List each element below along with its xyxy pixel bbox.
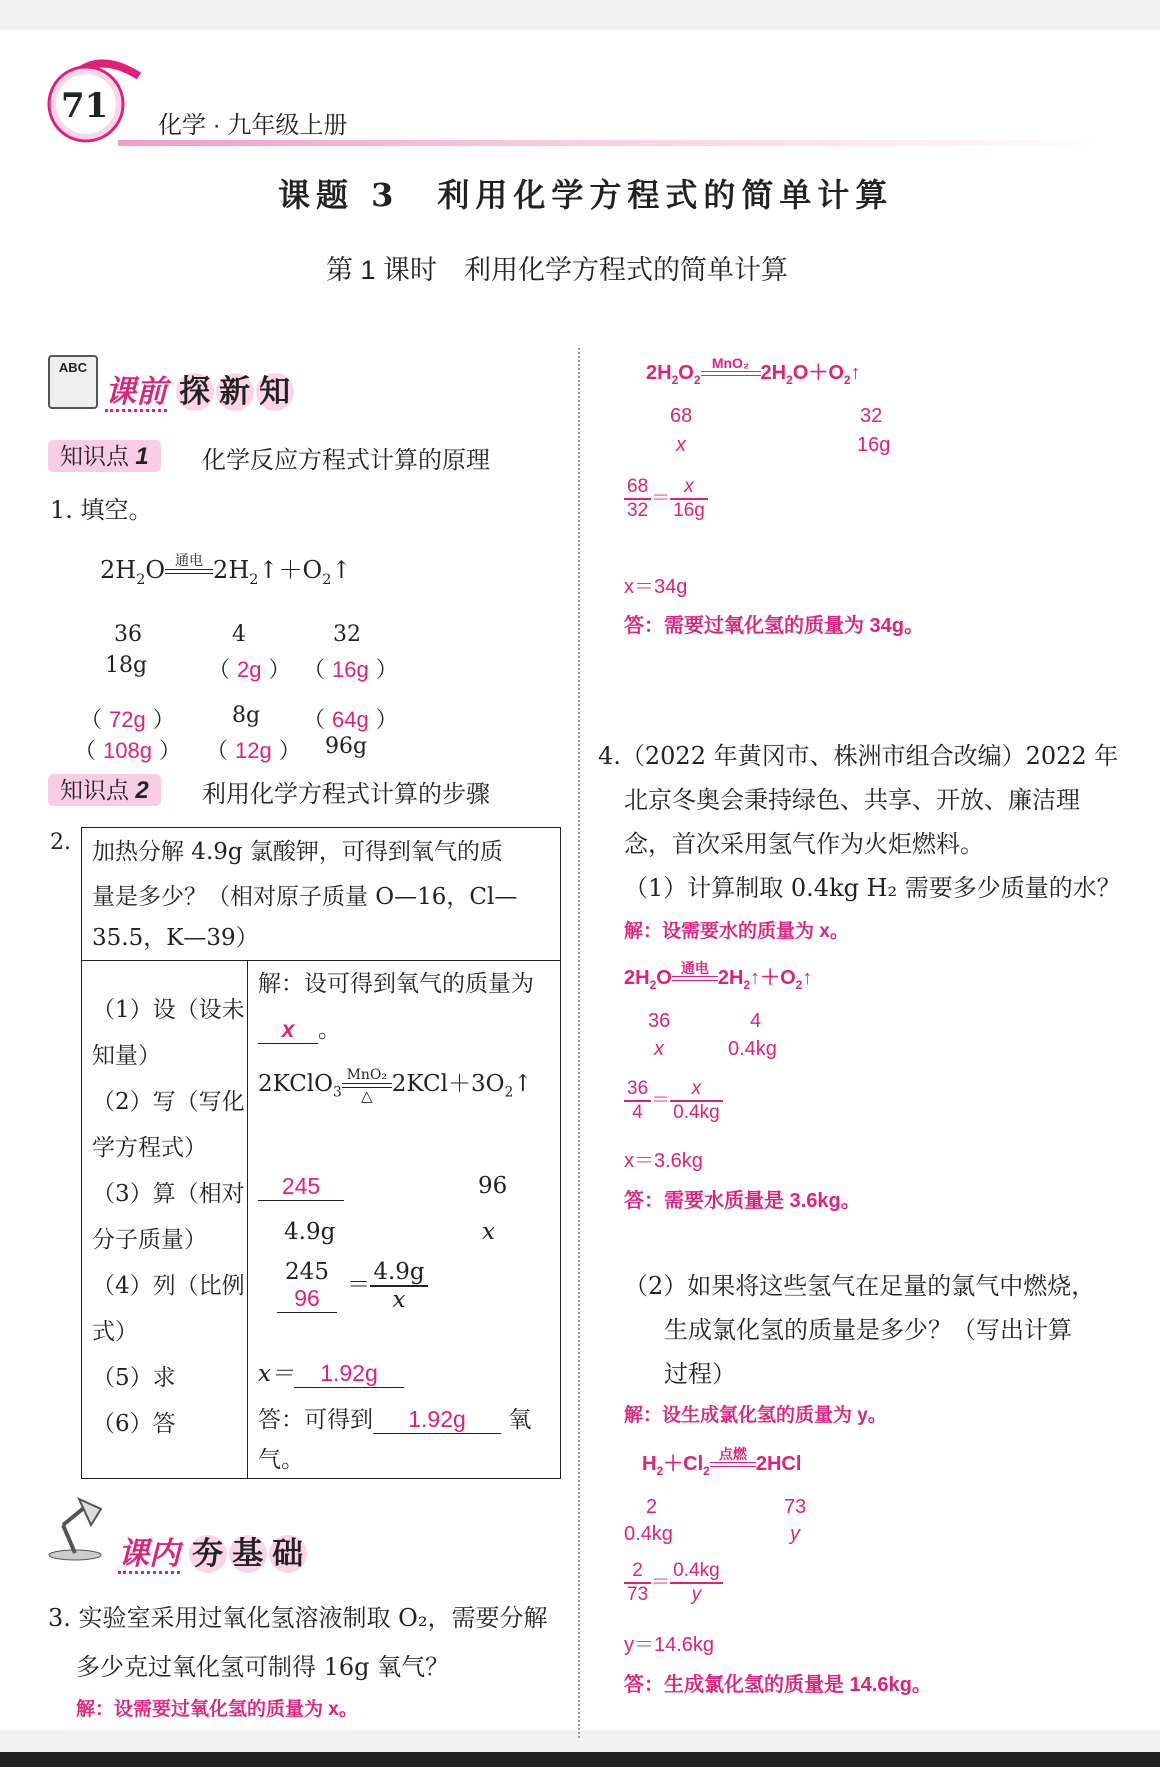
- kp2-num: 2: [135, 777, 149, 804]
- q4-eq2: $H_2+Cl_2$ 点燃 2HCl: [642, 1446, 802, 1478]
- q1-r2-c: （ 16g ）: [303, 657, 398, 683]
- q2-steps: （1）设（设未 知量） （2）写（写化 学方程式） （3）算（相对 分子质量） （4）列（比例 式） （5）求 （6）答: [82, 961, 248, 1479]
- page-number: 71: [61, 86, 109, 126]
- q3-result: x＝34g: [624, 576, 688, 598]
- q4-part2-a: （2）如果将这些氢气在足量的氯气中燃烧，: [624, 1272, 1096, 1300]
- q2-sol-x: x 。: [258, 1011, 341, 1044]
- q2-num: 2.: [50, 830, 71, 855]
- header-rule: [118, 140, 1118, 146]
- q1-r2-b: （ 2g ）: [208, 657, 291, 683]
- q4-w2: y: [790, 1523, 800, 1545]
- q4-v2: 0.4kg: [728, 1038, 777, 1060]
- q1-mass-o2: 32: [333, 622, 361, 647]
- q4-prop2: $\frac{2}{73}$ ＝ $\frac{0.4kg}{y}$: [624, 1560, 723, 1606]
- q4-v1: x: [654, 1038, 664, 1060]
- q2-solution: [248, 961, 561, 1479]
- section-pre-char1: 探: [176, 373, 214, 411]
- q1-r3-b: 8g: [232, 703, 261, 728]
- section-in-class: [118, 1528, 309, 1573]
- q3-line1: 3. 实验室采用过氧化氢溶液制取 O₂，需要分解: [48, 1604, 548, 1632]
- q1-arrow: 通电: [165, 553, 213, 590]
- page: [0, 30, 1160, 1730]
- section-in-char3: 础: [269, 1535, 307, 1573]
- q4-ans1: 答：需要水质量是 3.6kg。: [624, 1190, 861, 1212]
- book-title: 化学 · 九年级上册: [158, 112, 348, 139]
- q2-m2: 96: [478, 1173, 508, 1199]
- q2-table: [81, 827, 561, 1479]
- section-pre-char2: 新: [216, 373, 254, 411]
- q4-s2: 解：设生成氯化氢的质量为 y。: [624, 1405, 887, 1426]
- q2-proportion: 245 96 ＝ $\frac{4.9g}{x}$: [274, 1259, 428, 1313]
- q4-s1: 解：设需要水的质量为 x。: [624, 921, 849, 942]
- q4-part1: （1）计算制取 0.4kg H₂ 需要多少质量的水？: [624, 874, 1121, 902]
- q4-line1: 4.（2022 年黄冈市、株洲市组合改编）2022 年: [598, 742, 1119, 770]
- q4-m1: 36: [648, 1010, 671, 1032]
- q2-stem: 加热分解 4.9g 氯酸钾，可得到氧气的质 量是多少？（相对原子质量 O—16，Cl— 35.5，K—39）: [82, 828, 561, 961]
- q3-sol-setup: 解：设需要过氧化氢的质量为 x。: [76, 1699, 358, 1720]
- section-pre-class: [105, 366, 296, 411]
- book-icon-label: ABC: [58, 360, 88, 375]
- q4-n1: 2: [646, 1496, 658, 1518]
- section-pre-char3: 知: [256, 373, 294, 411]
- q2-sol-set: 解：设可得到氧气的质量为: [258, 971, 534, 997]
- q3-m2: 32: [860, 405, 883, 427]
- section-pre-prefix: 课前: [105, 374, 167, 412]
- lamp-icon: [45, 1495, 109, 1561]
- q1-equation: $2H_2O$ 通电 $2H_2↑+O_2↑$: [100, 550, 351, 590]
- q4-part2-c: 过程）: [664, 1360, 736, 1388]
- section-in-char1: 夯: [189, 1535, 227, 1573]
- q2-g2: x: [482, 1219, 495, 1245]
- q4-n2: 73: [784, 1496, 807, 1518]
- q2-x-result: x＝ 1.92g: [258, 1355, 404, 1388]
- topic-title: 课题 3 利用化学方程式的简单计算: [278, 176, 894, 214]
- q4-w1: 0.4kg: [624, 1523, 673, 1545]
- kp2-title: 利用化学方程式计算的步骤: [202, 781, 490, 808]
- q3-answer: 答：需要过氧化氢的质量为 34g。: [624, 615, 925, 637]
- q3-v2: 16g: [857, 434, 891, 456]
- q1-r3-a: （ 72g ）: [80, 707, 175, 733]
- q4-res1: x＝3.6kg: [624, 1150, 703, 1172]
- q1-r3-c: （ 64g ）: [303, 707, 398, 733]
- column-divider: [578, 348, 580, 1738]
- q4-part2-b: 生成氯化氢的质量是多少？（写出计算: [664, 1316, 1072, 1344]
- q1-mass-h2o: 36: [114, 622, 142, 647]
- kp1-label: 知识点: [60, 443, 129, 469]
- q3-line2: 多少克过氧化氢可制得 16g 氧气？: [76, 1653, 450, 1681]
- q2-answer: 答：可得到 1.92g 氧: [258, 1406, 532, 1433]
- bottom-bar: [0, 1752, 1160, 1767]
- q3-m1: 68: [670, 405, 693, 427]
- q1-r4-a: （ 108g ）: [74, 738, 181, 764]
- q4-line2: 北京冬奥会秉持绿色、共享、开放、廉洁理: [624, 786, 1080, 814]
- q2-answer-end: 气。: [258, 1447, 304, 1473]
- q4-m2: 4: [750, 1010, 762, 1032]
- q4-line3: 念，首次采用氢气作为火炬燃料。: [624, 830, 984, 858]
- section-in-prefix: 课内: [118, 1536, 180, 1574]
- knowledge-point-1: [48, 438, 161, 471]
- q2-m1: 245: [258, 1173, 344, 1201]
- kp1-num: 1: [135, 443, 149, 470]
- q4-ans2: 答：生成氯化氢的质量是 14.6kg。: [624, 1674, 932, 1696]
- q4-eq1: $2H_2O$ 通电 $2H_2↑+O_2↑$: [624, 960, 813, 992]
- q4-res2: y＝14.6kg: [624, 1634, 715, 1656]
- q1-stem: 1. 填空。: [50, 496, 153, 524]
- knowledge-point-2: [48, 772, 161, 805]
- q1-r4-c: 96g: [325, 734, 368, 759]
- q1-mass-h2: 4: [232, 622, 246, 647]
- lesson-title: 第 1 课时 利用化学方程式的简单计算: [326, 255, 789, 285]
- q3-proportion: $\frac{68}{32}$ ＝ $\frac{x}{16g}$: [624, 476, 708, 522]
- q2-g1: 4.9g: [284, 1219, 336, 1245]
- q3-equation: $2H_2O_2$ MnO₂ $2H_2O+O_2↑$: [646, 355, 861, 387]
- book-icon: [48, 355, 98, 409]
- section-in-char2: 基: [229, 1535, 267, 1573]
- kp1-title: 化学反应方程式计算的原理: [202, 447, 490, 474]
- q1-r2-a: 18g: [105, 653, 148, 678]
- q4-prop1: $\frac{36}{4}$ ＝ $\frac{x}{0.4kg}$: [624, 1078, 723, 1124]
- q2-equation: 2KClO$_3$ MnO₂ △ $2KCl+3O_2↑$: [258, 1066, 533, 1105]
- q3-v1: x: [676, 434, 686, 456]
- q1-r4-b: （ 12g ）: [206, 738, 301, 764]
- kp2-label: 知识点: [60, 777, 129, 803]
